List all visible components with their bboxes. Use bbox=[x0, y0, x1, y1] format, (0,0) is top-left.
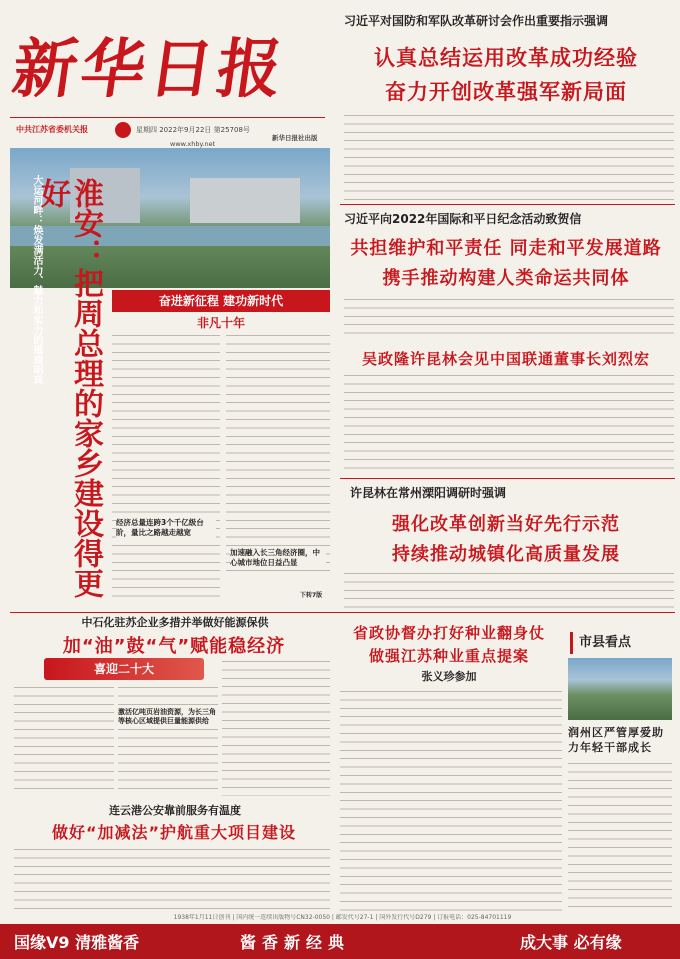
photo-river bbox=[10, 226, 330, 246]
feature-body-col-2 bbox=[226, 332, 330, 572]
divider-3 bbox=[10, 612, 675, 613]
sinopec-kicker: 中石化驻苏企业多措并举做好能源保供 bbox=[81, 616, 269, 629]
sinopec-body-1 bbox=[14, 684, 114, 796]
ad-slogan: 酱香新经典 bbox=[240, 933, 351, 952]
third-story-body bbox=[344, 372, 674, 474]
top-story-headline-2: 奋力开创改革强军新局面 bbox=[385, 80, 627, 104]
ad-right: 成大事 必有缘 bbox=[520, 933, 622, 952]
lianyungang-body bbox=[14, 846, 330, 912]
feature-continued: 下转7版 bbox=[300, 592, 323, 599]
group-name: 新华日报社出版 bbox=[272, 134, 318, 142]
top-story-body bbox=[344, 112, 674, 202]
second-story-headline-1: 共担维护和平责任 同走和平发展道路 bbox=[350, 238, 662, 259]
city-body bbox=[568, 760, 672, 912]
lianyungang-kicker: 连云港公安靠前服务有温度 bbox=[109, 804, 241, 817]
fourth-story-kicker: 许昆林在常州溧阳调研时强调 bbox=[350, 486, 507, 500]
second-story-kicker: 习近平向2022年国际和平日纪念活动致贺信 bbox=[344, 212, 582, 226]
feature-side-title: 淮安：把周总理的家乡建设得更好 bbox=[35, 178, 103, 598]
feature-subhead-2: 加速融入长三角经济圈，中心城市地位日益凸显 bbox=[230, 548, 326, 568]
photo-caption: 大运河畔：焕发满活力、魅力和实力的璀璨明珠 bbox=[31, 175, 42, 385]
sinopec-headline: 加“油”鼓“气”赋能稳经济 bbox=[62, 636, 286, 657]
ad-brand: 国缘V9 清雅酱香 bbox=[14, 933, 140, 952]
feature-banner-text: 奋进新征程 建功新时代 bbox=[158, 294, 284, 308]
feature-subhead-1: 经济总量连跨3个千亿级台阶，量比之路越走越宽 bbox=[116, 518, 216, 538]
city-label bbox=[570, 632, 670, 654]
photo-buildings-2 bbox=[190, 178, 300, 223]
congress-subhead: 激活亿吨页岩油资源，为长三角等核心区域提供巨量能源供给 bbox=[118, 708, 216, 726]
second-story-body bbox=[344, 296, 674, 338]
fourth-story-headline-2: 持续推动城镇化高质量发展 bbox=[392, 544, 620, 565]
seed-body bbox=[340, 688, 562, 912]
top-story-headline-1: 认真总结运用改革成功经验 bbox=[374, 46, 638, 70]
top-story-kicker: 习近平对国防和军队改革研讨会作出重要指示强调 bbox=[344, 14, 609, 28]
logo-mark bbox=[115, 122, 131, 138]
city-photo bbox=[568, 658, 672, 720]
congress-banner bbox=[44, 658, 204, 680]
masthead-title: 新华日报 bbox=[7, 32, 291, 107]
sinopec-body-2 bbox=[118, 684, 218, 796]
publisher-label: 中共江苏省委机关报 bbox=[16, 125, 88, 134]
city-label-text: 市县看点 bbox=[579, 635, 632, 650]
footer-info: 1938年1月11日创刊 | 国内统一连续出版物号CN32-0050 | 邮发代号27-1 | 国外发行代号D279 | 订报电话：025-84701119 bbox=[173, 914, 512, 921]
second-story-headline-2: 携手推动构建人类命运共同体 bbox=[382, 268, 630, 289]
feature-photo bbox=[10, 148, 330, 288]
city-headline: 润州区严管厚爱助力年轻干部成长 bbox=[568, 726, 664, 754]
sinopec-body-3 bbox=[222, 658, 330, 796]
lianyungang-headline: 做好“加减法”护航重大项目建设 bbox=[51, 823, 297, 842]
fourth-story-headline-1: 强化改革创新当好先行示范 bbox=[392, 514, 620, 535]
congress-banner-text: 喜迎二十大 bbox=[93, 662, 154, 676]
feature-banner bbox=[112, 290, 330, 312]
series-label: 非凡十年 bbox=[196, 316, 245, 330]
issue-info: 星期四 2022年9月22日 第25708号 bbox=[136, 126, 250, 134]
footer-ad bbox=[0, 924, 680, 959]
fourth-story-body bbox=[344, 570, 674, 608]
divider-2 bbox=[340, 478, 675, 479]
website[interactable]: www.xhby.net bbox=[170, 140, 216, 148]
seed-byline: 张义珍参加 bbox=[421, 670, 477, 683]
masthead bbox=[7, 12, 325, 148]
feature-body-col-1 bbox=[112, 332, 220, 600]
masthead-rule bbox=[10, 117, 325, 118]
seed-headline-1: 省政协督办打好种业翻身仗 bbox=[352, 624, 545, 642]
third-story-headline: 吴政隆许昆林会见中国联通董事长刘烈宏 bbox=[361, 350, 650, 368]
divider-1 bbox=[340, 204, 675, 205]
seed-headline-2: 做强江苏种业重点提案 bbox=[368, 647, 529, 665]
